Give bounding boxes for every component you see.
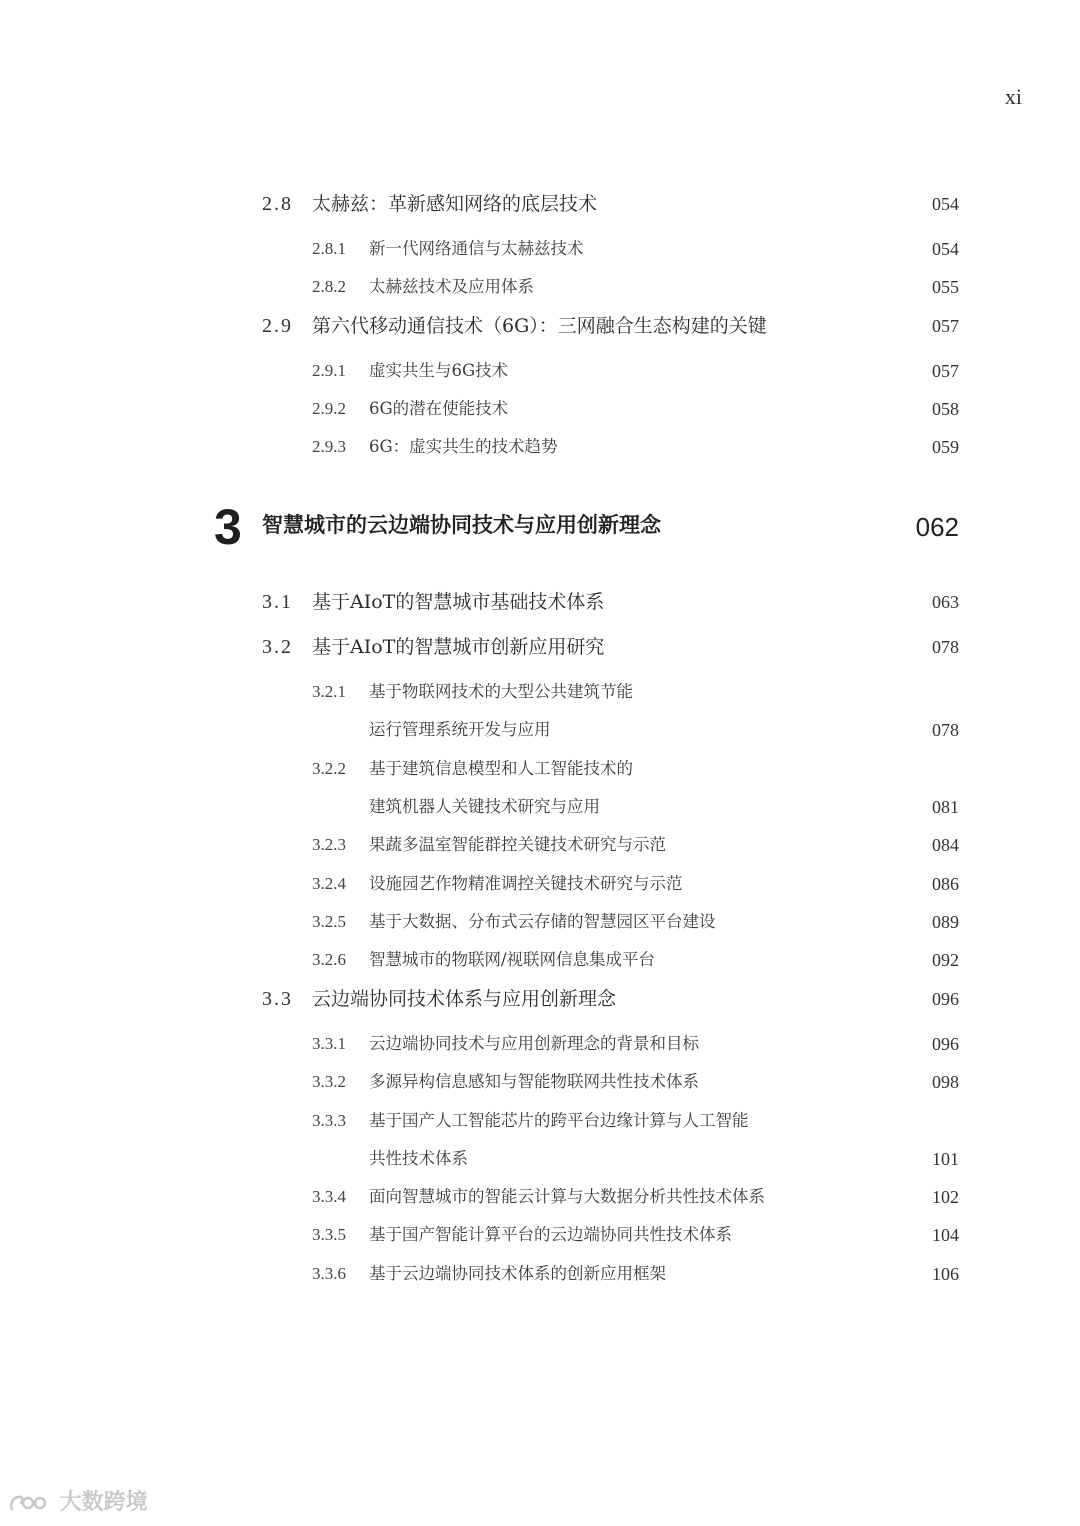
toc-title: 设施园艺作物精准调控关键技术研究与示范 <box>369 874 683 893</box>
toc-page: 078 <box>932 720 959 740</box>
toc-title: 基于大数据、分布式云存储的智慧园区平台建设 <box>369 912 716 931</box>
toc-number: 2.8.1 <box>312 239 346 258</box>
toc-page: 089 <box>932 912 959 932</box>
toc-row <box>0 1259 1080 1289</box>
toc-number: 3.2 <box>262 636 293 658</box>
toc-title: 基于AIoT的智慧城市基础技术体系 <box>312 591 605 613</box>
toc-row <box>0 677 1080 707</box>
toc-row <box>0 1182 1080 1212</box>
toc-page: 078 <box>932 637 959 657</box>
chapter-title: 智慧城市的云边端协同技术与应用创新理念 <box>262 513 661 537</box>
toc-row <box>0 356 1080 386</box>
toc-title: 基于物联网技术的大型公共建筑节能 <box>369 682 633 701</box>
toc-title: 运行管理系统开发与应用 <box>369 720 551 739</box>
toc-page: 054 <box>932 239 959 259</box>
toc-number: 3.3.1 <box>312 1034 346 1053</box>
toc-number: 3.1 <box>262 591 293 613</box>
toc-number: 3.3.5 <box>312 1225 346 1244</box>
toc-page: 057 <box>932 361 959 381</box>
toc-row <box>0 984 1080 1014</box>
toc-page: 092 <box>932 950 959 970</box>
toc-row <box>0 792 1080 822</box>
toc-title: 新一代网络通信与太赫兹技术 <box>369 239 584 258</box>
toc-page: 096 <box>932 989 959 1009</box>
toc-row <box>0 432 1080 462</box>
watermark-text: 大数跨境 <box>59 1490 148 1515</box>
toc-number: 2.9 <box>262 315 293 337</box>
toc-number: 3.2.6 <box>312 950 346 969</box>
toc-page: 102 <box>932 1187 959 1207</box>
toc-title: 基于AIoT的智慧城市创新应用研究 <box>312 636 605 658</box>
toc-row <box>0 1106 1080 1136</box>
toc-page: 058 <box>932 399 959 419</box>
toc-number: 3.3.6 <box>312 1264 346 1283</box>
chapter-page: 062 <box>915 512 959 542</box>
toc-title: 基于建筑信息模型和人工智能技术的 <box>369 759 633 778</box>
toc-row <box>0 272 1080 302</box>
toc-row <box>0 1029 1080 1059</box>
toc-row <box>0 869 1080 899</box>
toc-title: 太赫兹技术及应用体系 <box>369 277 534 296</box>
toc-title: 共性技术体系 <box>369 1149 468 1168</box>
toc-number: 2.9.2 <box>312 399 346 418</box>
toc-row <box>0 587 1080 617</box>
toc-number: 2.8.2 <box>312 277 346 296</box>
toc-title: 虚实共生与6G技术 <box>369 361 509 380</box>
toc-number: 3.2.5 <box>312 912 346 931</box>
toc-row <box>0 754 1080 784</box>
brand-logo-icon <box>8 1493 48 1513</box>
toc-page: 101 <box>932 1149 959 1169</box>
toc-row <box>0 311 1080 341</box>
toc-row <box>0 715 1080 745</box>
toc-page: 054 <box>932 194 959 214</box>
toc-title: 智慧城市的物联网/视联网信息集成平台 <box>369 950 656 969</box>
toc-page: 098 <box>932 1072 959 1092</box>
toc-title: 第六代移动通信技术（6G）：三网融合生态构建的关键 <box>312 315 767 337</box>
toc-number: 3.3.3 <box>312 1111 346 1130</box>
toc-number: 2.8 <box>262 193 293 215</box>
toc-title: 太赫兹：革新感知网络的底层技术 <box>312 193 598 215</box>
toc-row <box>0 1067 1080 1097</box>
toc-page: 057 <box>932 316 959 336</box>
toc-title: 面向智慧城市的智能云计算与大数据分析共性技术体系 <box>369 1187 765 1206</box>
toc-title: 果蔬多温室智能群控关键技术研究与示范 <box>369 835 666 854</box>
toc-number: 3.2.1 <box>312 682 346 701</box>
toc-number: 2.9.1 <box>312 361 346 380</box>
toc-page: 055 <box>932 277 959 297</box>
toc-row <box>0 1220 1080 1250</box>
toc-title: 6G：虚实共生的技术趋势 <box>369 437 558 456</box>
toc-page: 063 <box>932 592 959 612</box>
toc-title: 云边端协同技术与应用创新理念的背景和目标 <box>369 1034 699 1053</box>
toc-row <box>0 1144 1080 1174</box>
chapter-number: 3 <box>214 499 242 555</box>
toc-number: 3.3.2 <box>312 1072 346 1091</box>
toc-number: 3.3.4 <box>312 1187 346 1206</box>
toc-row <box>0 907 1080 937</box>
toc-page: 081 <box>932 797 959 817</box>
watermark <box>8 1488 148 1518</box>
toc-page: 084 <box>932 835 959 855</box>
toc-title: 建筑机器人关键技术研究与应用 <box>369 797 600 816</box>
toc-page: 096 <box>932 1034 959 1054</box>
toc-number: 3.3 <box>262 988 293 1010</box>
toc-title: 多源异构信息感知与智能物联网共性技术体系 <box>369 1072 699 1091</box>
toc-number: 2.9.3 <box>312 437 346 456</box>
toc-page: 104 <box>932 1225 959 1245</box>
toc-page: 086 <box>932 874 959 894</box>
toc-row <box>0 632 1080 662</box>
toc-row <box>0 234 1080 264</box>
toc-title: 基于国产智能计算平台的云边端协同共性技术体系 <box>369 1225 732 1244</box>
toc-row <box>0 189 1080 219</box>
toc-title: 基于云边端协同技术体系的创新应用框架 <box>369 1264 666 1283</box>
toc-row <box>0 830 1080 860</box>
toc-title: 基于国产人工智能芯片的跨平台边缘计算与人工智能 <box>369 1111 749 1130</box>
toc-number: 3.2.3 <box>312 835 346 854</box>
toc-page: 106 <box>932 1264 959 1284</box>
toc-page: 059 <box>932 437 959 457</box>
toc-row <box>0 394 1080 424</box>
toc-number: 3.2.2 <box>312 759 346 778</box>
toc-number: 3.2.4 <box>312 874 346 893</box>
toc-row <box>0 945 1080 975</box>
toc-title: 6G的潜在使能技术 <box>369 399 509 418</box>
page-number: xi <box>1004 84 1022 109</box>
toc-title: 云边端协同技术体系与应用创新理念 <box>312 988 617 1010</box>
